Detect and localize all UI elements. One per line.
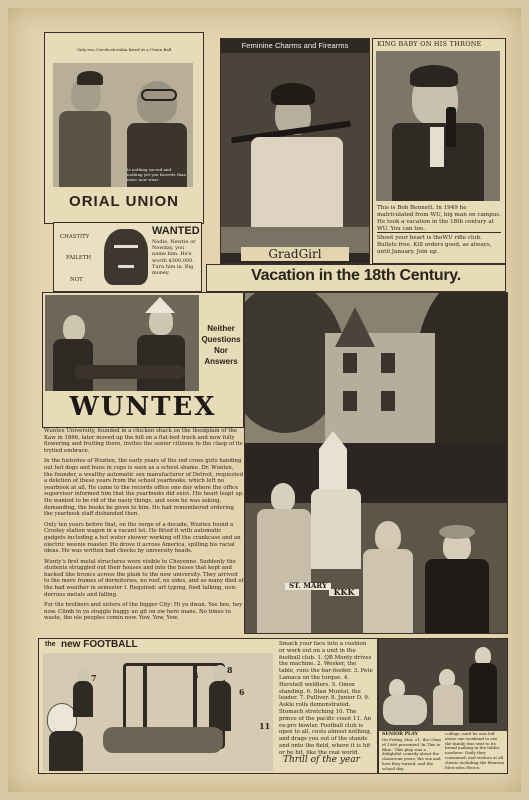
senior-play-col1: On Friday, Mar. 21, the Class of 1969 presented 'In This is Blue.' This play was a delightful comedy about the classroom years, the sex and how they turned, and the school day.: [382, 737, 442, 771]
wuntex-photo: [45, 295, 199, 391]
wuntex-title: WUNTEX: [69, 392, 217, 422]
wuntex-panel: [42, 292, 244, 428]
king-baby-title: KING BABY ON HIS THRONE: [377, 40, 482, 48]
player-number-4: 11: [259, 721, 271, 731]
rifle-club-caption: Shoot your heart is theWU rifle club. Bullets free. Kill orders good, as always, until January. Join up.: [377, 235, 492, 255]
king-baby-caption: This is Bob Bennett. In 1949 he matriculated from WU, big man on campus. He took a vacation in the 18th century at WU. You can too.: [377, 205, 501, 232]
orial-union-title: ORIAL UNION: [69, 193, 179, 210]
wanted-left-word-2: NOT: [70, 277, 83, 283]
panel-caption: Only two Czechoslovakia listed at a Union Ball: [76, 47, 172, 52]
football-title: new FOOTBALL: [61, 639, 138, 650]
union-photo: [53, 63, 193, 187]
newspaper-page: [8, 8, 521, 792]
wuntex-paragraph-3: Wunty's first metal structures were visible to Cheyenne. Suddenly the students struggled out their houses and into the buses that kept and backed like broncs across the plain to the new university. They arrived to the mere frames of dormitories, no roof, no sides, and so many died of the bad weather in semester I. Required: art typing, food talking, non-derrous metals and falling.: [44, 558, 244, 598]
thrill-of-year: Thrill of the year: [283, 755, 360, 765]
wuntex-story: [44, 428, 244, 636]
wanted-title: WANTED: [152, 225, 200, 237]
wanted-portrait: [104, 229, 148, 285]
wanted-left-word-0: CHASTITY: [60, 234, 90, 240]
king-baby-panel: [372, 38, 506, 264]
cartoon-caption: Is nothing sacred and nothing yet you favorite than merc now wear: [127, 167, 186, 182]
vacation-title: Vacation in the 18th Century.: [251, 267, 461, 284]
wanted-body: Nadie, Newtie or Nowday, you name him. He's worth $300,000. Turn him in. Big money.: [152, 239, 196, 277]
football-panel: [38, 638, 378, 774]
kkk-sign: KKK: [329, 589, 359, 596]
wuntex-side-text: Neither Questions Nor Answers: [201, 324, 241, 366]
senior-play-col2: college; until he was left alone one weekend to see the family was sent to its bread making in the tables nowhere. Daily they consumed, and visitors at all clients including the Bruness Mercedes Pierce.: [445, 731, 505, 770]
wanted-panel: [53, 222, 202, 292]
player-number-2: 8: [227, 665, 233, 675]
football-title-small: the: [45, 641, 56, 648]
gradgirl-label: GradGirl: [241, 247, 349, 261]
orial-union-panel: [44, 32, 204, 224]
football-photo: [43, 653, 273, 771]
player-number-1: 5: [193, 671, 199, 681]
wanted-left-word-1: FAILETH: [66, 255, 92, 261]
football-body: Smack your face into a cushion or work out on a unit in the football club. 1. QB Monty drives the machine. 2. Wesker, the table, runs the bar-feeder. 3. Pete Lamaca on the torque. 4. Hershell weldlers. 5. Omox standing. 6. Stan Muntal, the leader. 7. Pulliver. 8. Junior D. 9. Askle rolls demonstrated. Stomach stretching 10. The prince of the pacific coast 11. An ex-pro bowler. Football club is open to all, costs almost nothing, and drags you out of the stands and onto the field, where it is hit or be hit, like the real world.: [279, 641, 373, 756]
wuntex-paragraph-0: Wuntex University, founded in a chicken shack on the floodplain of the Kaw in 1866, later moved up the hill on a flat-bed truck and now fully flowering and fruiting there, invites the senior citizens to the clasp of its trytied embrace.: [44, 428, 243, 454]
rifle-photo: [221, 53, 369, 253]
feminine-panel: [220, 38, 370, 264]
senior-play-title: SENIOR PLAY: [382, 732, 418, 737]
senior-play-panel: [378, 638, 508, 774]
player-number-3: 6: [239, 687, 245, 697]
vacation-photo-panel: [244, 292, 508, 634]
senior-play-photo: [379, 639, 507, 731]
wuntex-paragraph-4: For the brothers and sisters of the bigger City: Hi ya dwan. Yee hee, hey now. Climb in ya stuggle buggy an git on ow here mans. No times to waste, the ole peoples comin now. Yow, Yow, Yow.: [44, 602, 243, 622]
king-baby-photo: [376, 51, 500, 201]
st-mary-sign: ST. MARY: [285, 583, 331, 590]
wuntex-paragraph-1: In the histories of Wuntex, the early years of the red cross girls handing out hot dogs and buns in cups is seen as a school shame. Dr. Wuntex, the founder, a wealthy automatic sex manufacturer of Detroit, requested a deletion of these years from the school yearbooks, which left no yearbook at all. He came to the records office one day where the office supervisor informed him that the yearbooks did exist. His heart leapt up. He wanted to be rid of the nasty things, and soon he was asking, demanding, the books be given to him. He had remembered ordering the yearbook staff disbanded then.: [44, 458, 244, 518]
feminine-title: Feminine Charms and Firearms: [241, 41, 349, 50]
player-number-0: 7: [91, 673, 97, 683]
vacation-headline-box: [206, 264, 506, 292]
wuntex-paragraph-2: Only ten years before that, on the verge of a decade, Wuntex found a Crosley station wagon in a vacant lot. He fitted it with automatic gadgets including a hot water shower working off the crankcase and an electric weenie roaster. He drove it across America, spilling his racial ideas. He was written bad checks by university heads.: [44, 521, 241, 555]
